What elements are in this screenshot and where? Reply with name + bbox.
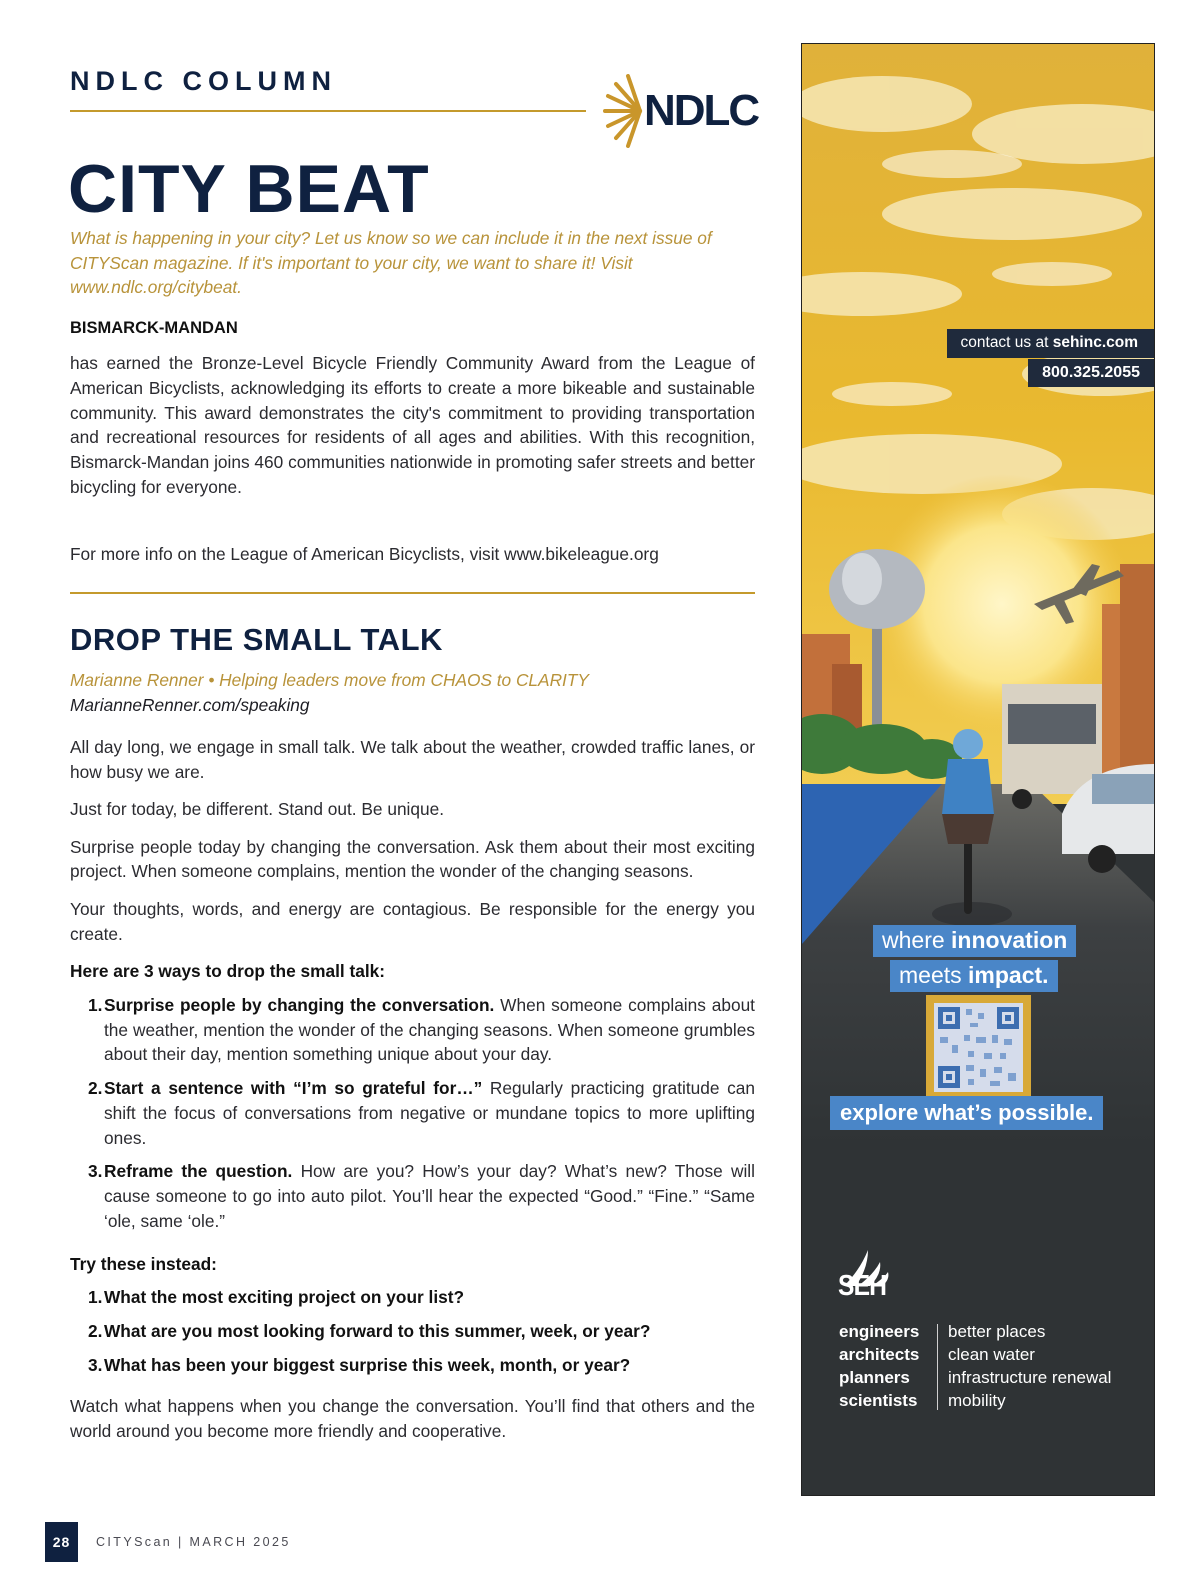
list-number: 1. [88,994,103,1015]
contact-banner[interactable] [947,329,1154,358]
list-item [88,1159,755,1233]
list-item-text: What the most exciting project on your list? [104,1287,465,1308]
phone-number[interactable]: 800.325.2055 [1028,359,1154,387]
article-paragraph: All day long, we engage in small talk. We talk about the weather, crowded traffic lanes, or how busy we are. [70,737,755,782]
tagline-bold: innovation [951,927,1068,953]
contact-website[interactable]: sehinc.com [1052,334,1138,351]
more-info: For more info on the League of American Bicyclists, visit www.bikeleague.org [70,544,659,564]
try-heading: Try these instead: [70,1253,217,1274]
disciplines-list [839,1320,919,1412]
city-body: has earned the Bronze-Level Bicycle Friendly Community Award from the League of American Bicyclists, acknowledging its efforts to create a more bikeable and sustainable community. This award demonstrates the city's commitment to providing transportation and recreational resources for residents of all ages and abilities. With this recognition, Bismarck-Mandan joins 460 communities nationwide in promoting safer streets and better bicycling for everyone. [70,353,755,497]
author-website: MarianneRenner.com/speaking [70,695,310,715]
values-list [948,1320,1111,1412]
cta-button[interactable]: explore what’s possible. [830,1096,1103,1130]
ways-list [70,993,755,1234]
page-title: CITY BEAT [68,151,430,227]
ways-heading: Here are 3 ways to drop the small talk: [70,960,386,981]
list-item [88,993,755,1067]
discipline-item: engineers [839,1322,920,1341]
logo-wordmark: NDLC [644,86,759,135]
list-number: 1. [88,1287,103,1308]
contact-prefix: contact us at [960,334,1053,351]
value-item: mobility [948,1391,1006,1410]
column-kicker: NDLC COLUMN [70,66,337,96]
discipline-item: scientists [839,1391,918,1410]
section-divider [70,592,755,594]
list-number: 2. [88,1321,103,1342]
ad-divider [937,1324,938,1410]
list-item [88,1076,755,1150]
intro-text: What is happening in your city? Let us know so we can include it in the next issue of CITYScan magazine. If it's important to your city, we want to share it! Visit www.ndlc.org/citybeat. [70,228,712,297]
discipline-item: planners [839,1368,910,1387]
closing-paragraph: Watch what happens when you change the conversation. You’ll find that others and the world around you become more friendly and cooperative. [70,1396,755,1441]
list-item-lead: Surprise people by changing the conversation. [104,994,495,1015]
tagline-text: meets [899,962,969,988]
tagline-innovation [873,925,1076,957]
list-item-text: Regularly practicing gratitude can shift the focus of conversations from negative or mundane topics to more uplifting ones. [104,1077,755,1148]
article-title: DROP THE SMALL TALK [70,622,443,657]
header-divider [70,110,586,112]
page-number: 28 [45,1522,78,1562]
list-item [88,1319,755,1344]
list-item [88,1285,755,1310]
list-number: 2. [88,1077,103,1098]
list-item-text: When someone complains about the weather, mention the wonder of the changing seasons. When someone grumbles about their day, mention something unique about your day. [104,994,755,1065]
ndlc-logo [602,74,758,148]
tagline-bold: impact. [968,962,1049,988]
list-item-text: What has been your biggest surprise this week, month, or year? [104,1355,631,1376]
list-item-lead: Start a sentence with “I’m so grateful for…” [104,1077,483,1098]
discipline-item: architects [839,1345,920,1364]
value-item: infrastructure renewal [948,1368,1112,1387]
article-byline: Marianne Renner • Helping leaders move from CHAOS to CLARITY [70,670,589,690]
article-paragraph: Your thoughts, words, and energy are contagious. Be responsible for the energy you create. [70,898,755,944]
seh-wordmark: SEH [838,1270,887,1302]
publication-footer: CITYScan | MARCH 2025 [96,1535,291,1549]
list-item-text: How are you? How’s your day? What’s new? Those will cause someone to go into auto pilot. You’ll hear the expected “Good.” “Fine.” “Same ‘ole, same ‘ole.” [104,1161,755,1231]
questions-list [70,1285,755,1378]
article-paragraph: Just for today, be different. Stand out. Be unique. [70,799,445,820]
list-item-lead: Reframe the question. [104,1161,293,1182]
seh-advertisement[interactable] [801,43,1155,1496]
value-item: clean water [948,1345,1035,1364]
article-paragraph: Surprise people today by changing the conversation. Ask them about their most exciting project. When someone complains, mention the wonder of the changing seasons. [70,836,755,882]
list-item [88,1353,755,1378]
value-item: better places [948,1322,1046,1341]
tagline-impact [890,960,1058,992]
article-body [70,735,755,1456]
list-number: 3. [88,1161,103,1182]
qr-code[interactable] [926,995,1031,1100]
list-item-text: What are you most looking forward to this summer, week, or year? [104,1321,651,1342]
tagline-text: where [882,927,952,953]
sunburst-icon [602,74,648,148]
list-number: 3. [88,1355,103,1376]
city-heading: BISMARCK-MANDAN [70,319,238,337]
qr-code-icon [934,1003,1023,1092]
